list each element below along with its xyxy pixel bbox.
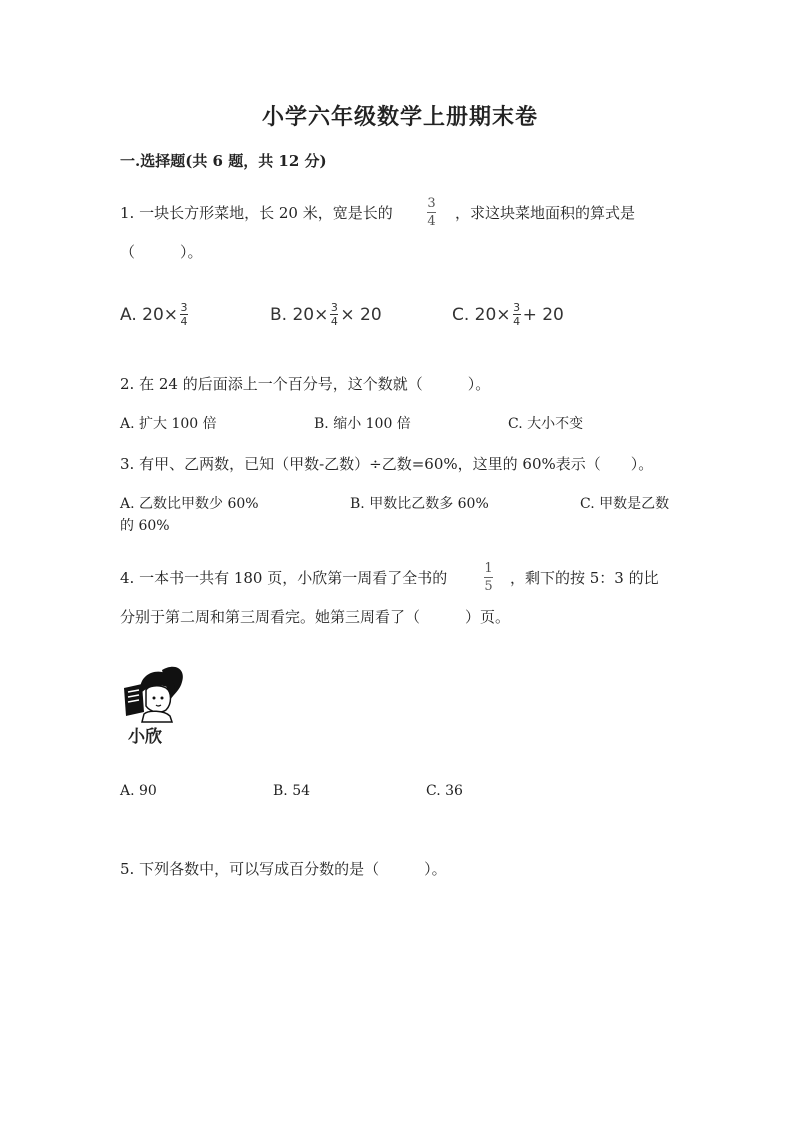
q4-option-b[interactable]: B. 54 <box>273 783 311 799</box>
q1-option-a[interactable] <box>120 302 190 327</box>
q3-option-c[interactable]: C. 甲数是乙数 <box>580 496 670 512</box>
q1-fraction-numerator: 3 <box>427 196 436 211</box>
q1-text-a: 1. 一块长方形菜地，长 20 米，宽是长的 <box>120 204 393 222</box>
q1-option-c-pre: C. 20× <box>452 304 511 325</box>
q1-option-c-den: 4 <box>513 315 521 328</box>
q4-line2: 分别于第二周和第三周看完。她第三周看了（ ）页。 <box>120 608 511 626</box>
q2-option-c[interactable]: C. 大小不变 <box>508 416 584 432</box>
q1-text-b: ，求这块菜地面积的算式是 <box>455 204 636 222</box>
q3-text: 3. 有甲、乙两数，已知（甲数-乙数）÷乙数=60%，这里的 60%表示（ ）。 <box>120 455 654 473</box>
section-heading: 一.选择题(共 6 题，共 12 分) <box>120 152 327 170</box>
q2-option-a[interactable]: A. 扩大 100 倍 <box>120 416 217 432</box>
q1-option-c-post: + 20 <box>522 304 564 325</box>
q1-option-b-post: × 20 <box>340 304 382 325</box>
q1-option-b[interactable] <box>270 302 382 327</box>
q4-fraction <box>484 562 493 593</box>
q4-text-a: 4. 一本书一共有 180 页，小欣第一周看了全书的 <box>120 569 448 587</box>
q1-option-a-den: 4 <box>180 315 188 328</box>
q4-text-b: ，剩下的按 5：3 的比 <box>510 569 659 587</box>
q3-option-a[interactable]: A. 乙数比甲数少 60% <box>120 496 259 512</box>
q1-option-c[interactable] <box>452 302 564 327</box>
q1-option-b-num: 3 <box>330 301 338 314</box>
q2-text: 2. 在 24 的后面添上一个百分号，这个数就（ ）。 <box>120 375 491 393</box>
q1-fraction-denominator: 4 <box>427 214 436 229</box>
q4-option-c[interactable]: C. 36 <box>426 783 463 799</box>
q4-fraction-denominator: 5 <box>484 579 493 594</box>
q1-option-a-num: 3 <box>180 301 188 314</box>
q1-option-b-den: 4 <box>330 315 338 328</box>
q5-text: 5. 下列各数中，可以写成百分数的是（ ）。 <box>120 860 447 878</box>
q1-answer-blank: （ ）。 <box>120 243 203 261</box>
q2-option-b[interactable]: B. 缩小 100 倍 <box>314 416 411 432</box>
q4-fraction-numerator: 1 <box>484 561 493 576</box>
q1-option-c-num: 3 <box>513 301 521 314</box>
q4-option-a[interactable]: A. 90 <box>120 783 157 799</box>
figure-label: 小欣 <box>128 727 162 747</box>
q3-option-c-continuation: 的 60% <box>120 518 170 534</box>
q3-option-b[interactable]: B. 甲数比乙数多 60% <box>350 496 489 512</box>
page-title: 小学六年级数学上册期末卷 <box>261 104 538 130</box>
q1-option-b-pre: B. 20× <box>270 304 329 325</box>
q1-fraction <box>427 197 436 228</box>
q1-option-a-pre: A. 20× <box>120 304 179 325</box>
